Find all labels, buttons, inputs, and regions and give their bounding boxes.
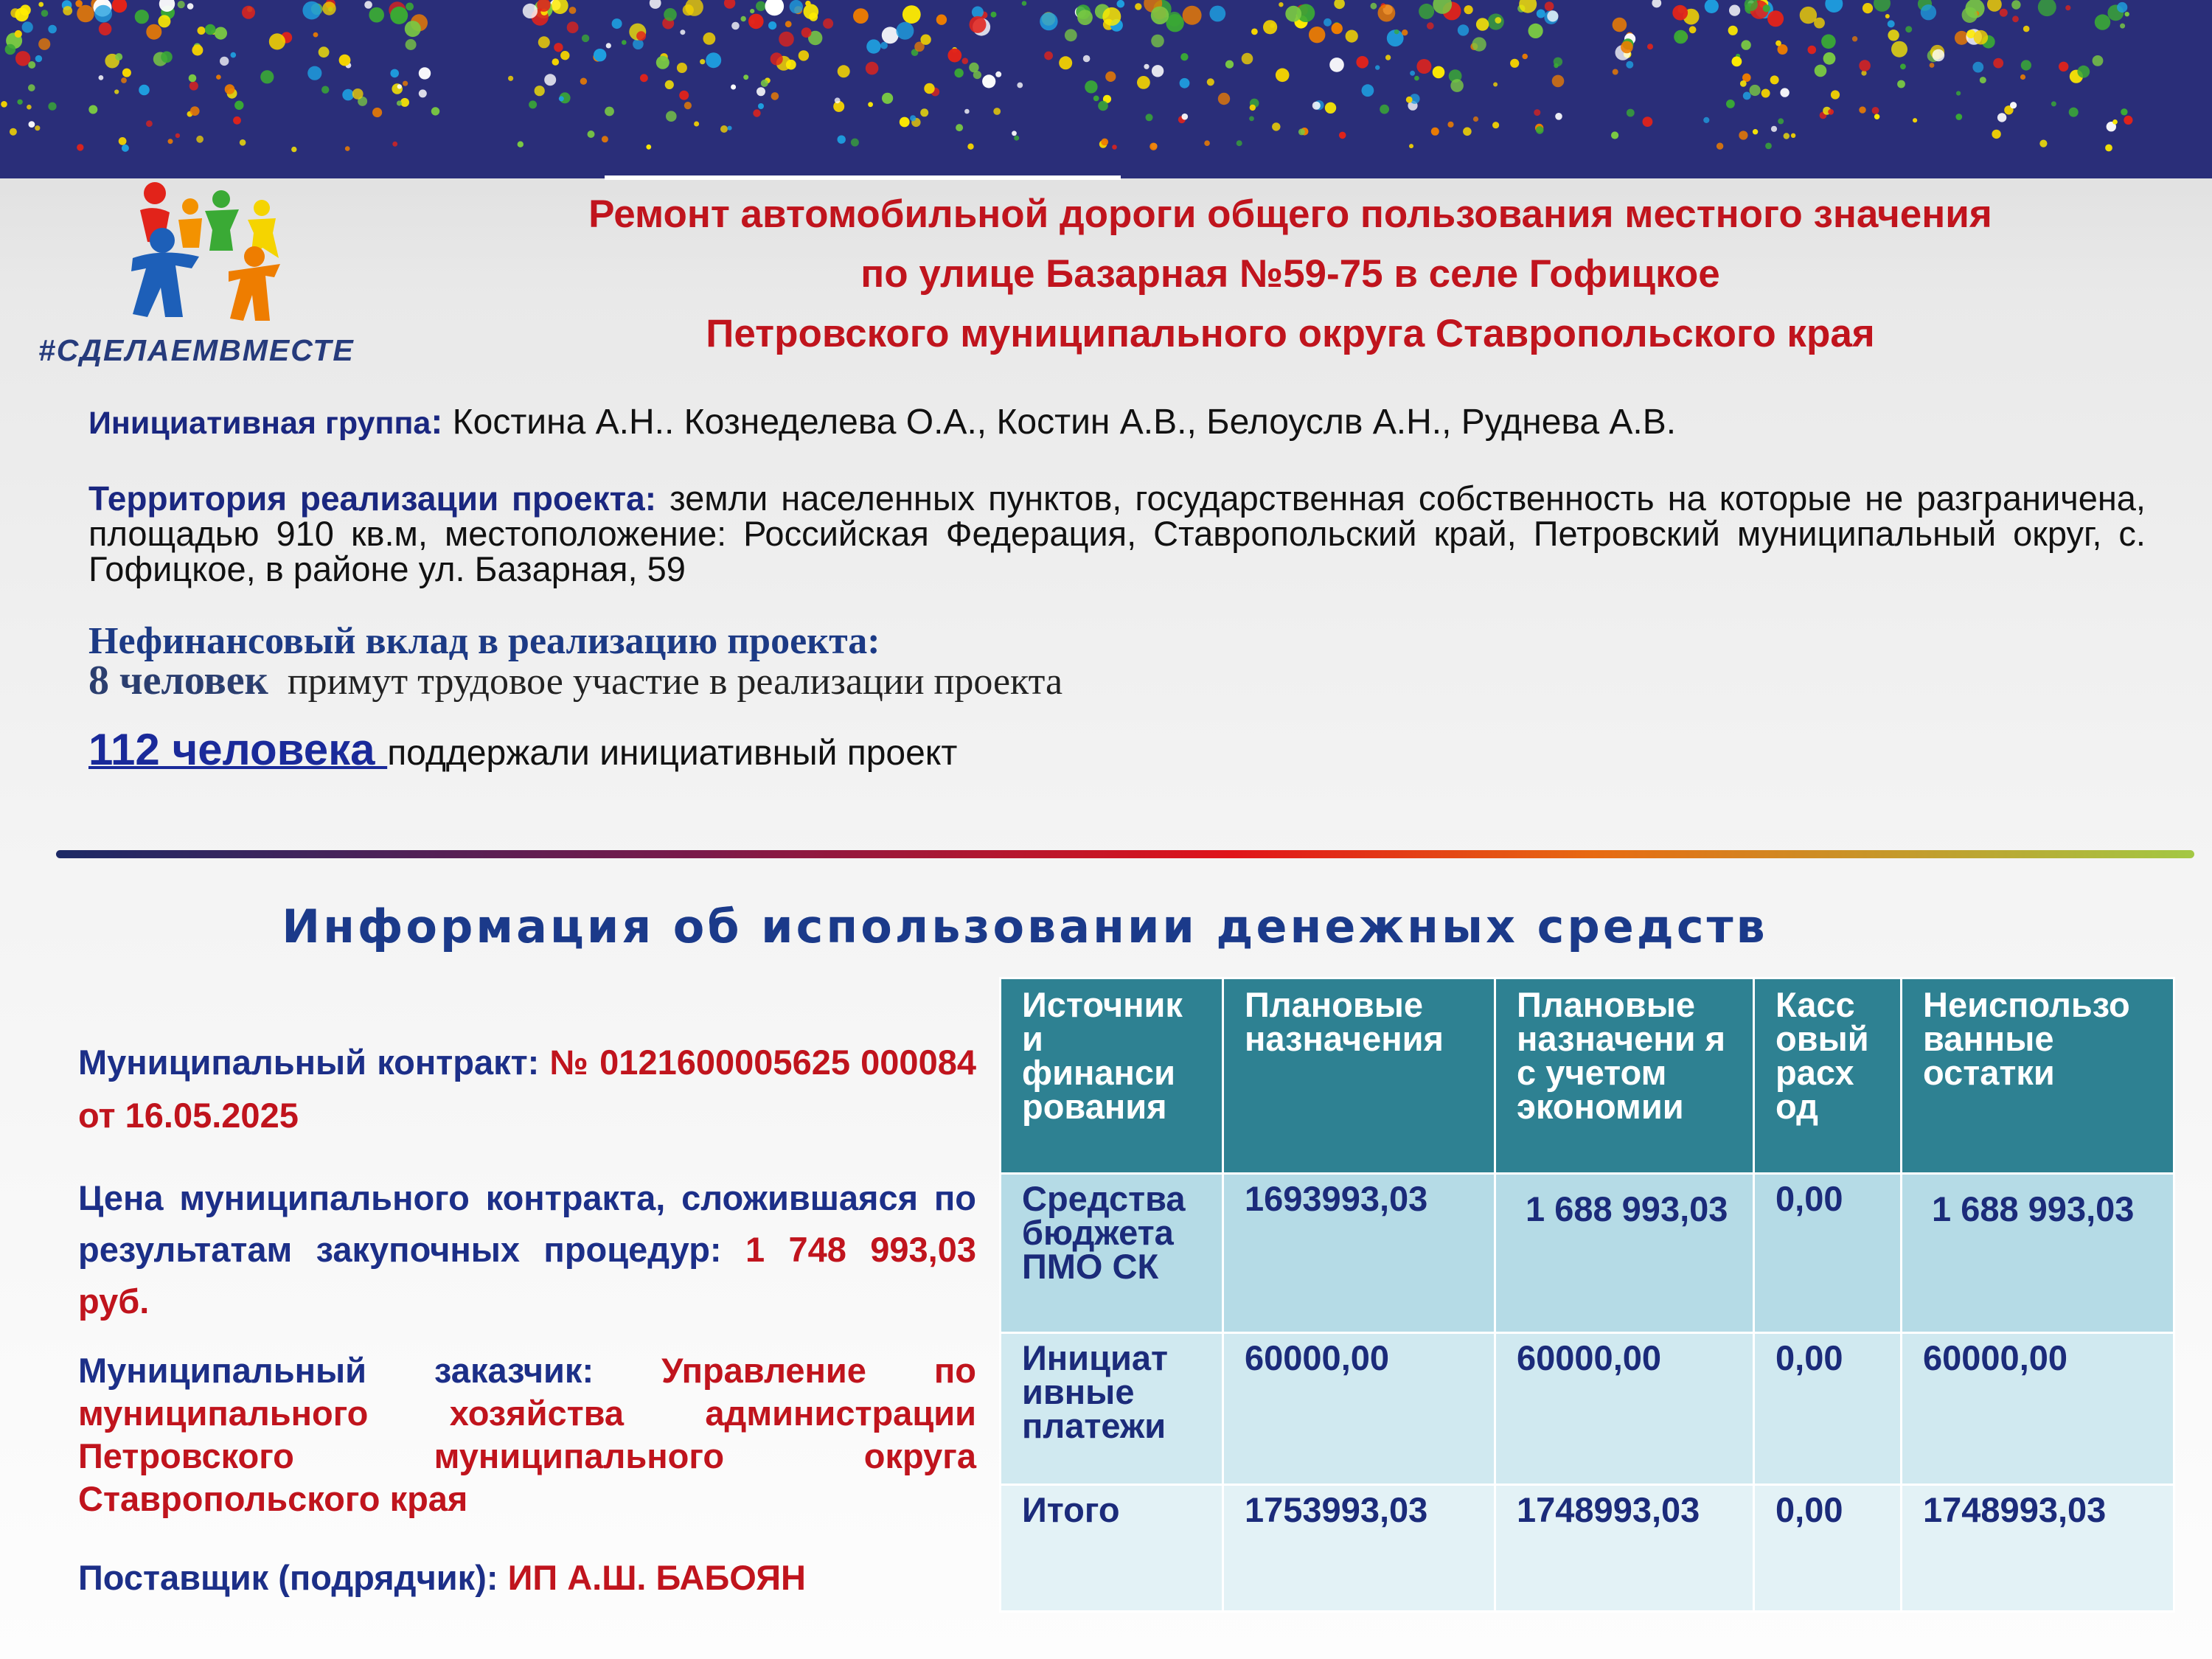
supplier-info [78, 1557, 976, 1598]
initiative-colon: : [431, 403, 443, 442]
nonfinancial-line [88, 657, 1062, 704]
table-header-row [1001, 978, 2174, 1174]
supplier-value: ИП А.Ш. БАБОЯН [507, 1558, 806, 1597]
logo [118, 177, 302, 332]
price-value: 1 748 993,03 руб. [78, 1230, 976, 1321]
table-cell: 60000,00 [1223, 1333, 1495, 1485]
contract-value: № 0121600005625 000084 от 16.05.2025 [78, 1043, 976, 1135]
table-cell: Средства бюджета ПМО СК [1001, 1174, 1223, 1333]
title-line-3: Петровского муниципального округа Ставропольского края [706, 312, 1875, 355]
table-cell: 0,00 [1754, 1174, 1902, 1333]
initiative-members: Костина А.Н.. Кознеделева О.А., Костин А.В., Белоуслв А.Н., Руднева А.В. [442, 403, 1677, 442]
support-line [88, 724, 957, 775]
nonfinancial-contribution [88, 619, 1062, 704]
nonfinancial-text: примут трудовое участие в реализации проекта [287, 661, 1063, 703]
customer-value: Управление по муниципального хозяйства администрации Петровского муниципального округа Ставропольского края [78, 1351, 976, 1518]
table-cell: 0,00 [1754, 1333, 1902, 1485]
header-cell: Плановые назначения [1223, 978, 1495, 1174]
support-count: 112 человека [88, 725, 388, 774]
table-cell: Инициат ивные платежи [1001, 1333, 1223, 1485]
price-label: Цена муниципального контракта, сложившаяся по результатам закупочных процедур: [78, 1178, 976, 1269]
territory-text: земли населенных пунктов, государственная собственность на которые не разграничена, площадью 910 кв.м, местоположение: Российская Федерация, Ставропольский край, Петровский муниципальный округ, с. Гофицкое, в районе ул. Базарная, 59 [88, 479, 2146, 588]
nonfinancial-count: 8 человек [88, 658, 268, 703]
customer-info [78, 1349, 976, 1520]
header-banner [0, 0, 2212, 178]
table-cell: 1753993,03 [1223, 1485, 1495, 1612]
header-cell: Касс овый расх од [1754, 978, 1902, 1174]
contract-label: Муниципальный контракт: [78, 1043, 540, 1082]
header-cell: Плановые назначени я с учетом экономии [1495, 978, 1754, 1174]
section-heading: Информация об использовании денежных средств [282, 900, 1768, 953]
table-cell: 60000,00 [1902, 1333, 2174, 1485]
banner-stripe [605, 175, 1121, 180]
logo-hashtag: #СДЕЛАЕМВМЕСТЕ [38, 333, 355, 367]
initiative-group [88, 402, 1676, 442]
table-row [1001, 1485, 2174, 1612]
table-cell: 60000,00 [1495, 1333, 1754, 1485]
table-row [1001, 1174, 2174, 1333]
title-line-2: по улице Базарная №59-75 в селе Гофицкое [860, 252, 1720, 296]
table-cell: 1 688 993,03 [1902, 1174, 2174, 1333]
table-cell: 1 688 993,03 [1495, 1174, 1754, 1333]
confetti-decoration [0, 0, 2212, 178]
gradient-divider [56, 850, 2194, 858]
title-line-1: Ремонт автомобильной дороги общего пользования местного значения [588, 192, 1992, 236]
initiative-label: Инициативная группа [88, 406, 431, 441]
supplier-label: Поставщик (подрядчик): [78, 1558, 498, 1597]
territory-paragraph [88, 481, 2146, 587]
price-info [78, 1172, 976, 1327]
table-cell: Итого [1001, 1485, 1223, 1612]
finance-table [999, 977, 2175, 1613]
people-figures-icon [131, 182, 280, 321]
nonfinancial-title: Нефинансовый вклад в реализацию проекта: [88, 620, 880, 662]
table-cell: 1693993,03 [1223, 1174, 1495, 1333]
table-cell: 0,00 [1754, 1485, 1902, 1612]
header-cell: Неиспользо ванные остатки [1902, 978, 2174, 1174]
table-cell: 1748993,03 [1495, 1485, 1754, 1612]
customer-label: Муниципальный заказчик: [78, 1351, 594, 1390]
page-title [442, 184, 2138, 364]
table-cell: 1748993,03 [1902, 1485, 2174, 1612]
table-row [1001, 1333, 2174, 1485]
header-cell: Источник и финанси рования [1001, 978, 1223, 1174]
support-text: поддержали инициативный проект [387, 734, 958, 773]
contract-info [78, 1036, 976, 1142]
territory-label: Территория реализации проекта: [88, 479, 657, 518]
